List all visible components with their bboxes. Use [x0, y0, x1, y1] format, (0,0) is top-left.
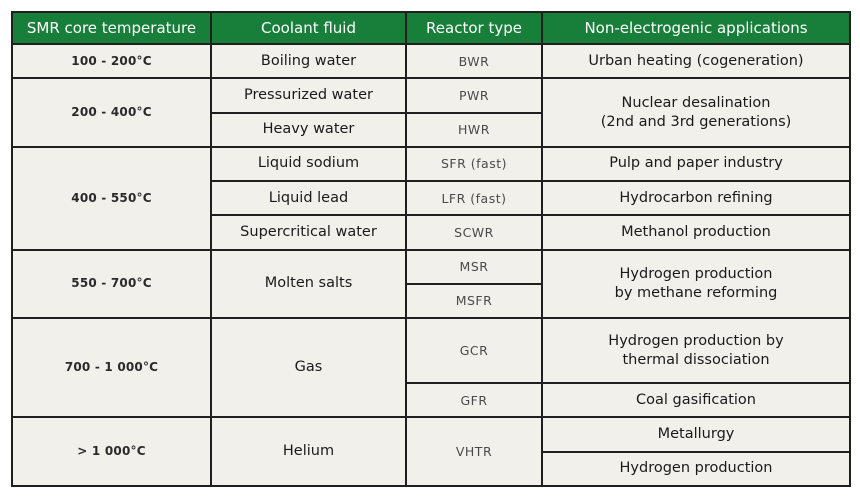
reactor-type-cell: LFR (fast): [406, 181, 542, 215]
coolant-cell: Boiling water: [211, 44, 406, 78]
application-cell: Metallurgy: [542, 417, 850, 451]
table-header: [12, 12, 850, 44]
temperature-cell: 700 - 1 000°C: [12, 318, 211, 417]
application-cell: Urban heating (cogeneration): [542, 44, 850, 78]
application-line: thermal dissociation: [622, 351, 770, 368]
reactor-type-cell: HWR: [406, 113, 542, 147]
table-row: [12, 250, 850, 284]
coolant-cell: Supercritical water: [211, 215, 406, 249]
application-cell: [542, 250, 850, 319]
application-cell: Coal gasification: [542, 383, 850, 417]
coolant-cell: Liquid lead: [211, 181, 406, 215]
application-cell: [542, 318, 850, 383]
reactor-type-cell: BWR: [406, 44, 542, 78]
table-row: [12, 78, 850, 112]
application-cell: Hydrogen production: [542, 452, 850, 486]
reactor-type-cell: GFR: [406, 383, 542, 417]
table-row: [12, 318, 850, 383]
reactor-type-cell: MSR: [406, 250, 542, 284]
smr-applications-table: [11, 11, 851, 487]
reactor-type-cell: MSFR: [406, 284, 542, 318]
header-row: [12, 12, 850, 44]
table-row: [12, 44, 850, 78]
header-applications: Non-electrogenic applications: [542, 12, 850, 44]
application-cell: Hydrocarbon refining: [542, 181, 850, 215]
application-cell: Pulp and paper industry: [542, 147, 850, 181]
reactor-type-cell: VHTR: [406, 417, 542, 486]
temperature-cell: 100 - 200°C: [12, 44, 211, 78]
application-line: Nuclear desalination: [621, 94, 771, 111]
application-line: by methane reforming: [614, 284, 778, 301]
application-line: (2nd and 3rd generations): [600, 113, 792, 130]
header-coolant: Coolant fluid: [211, 12, 406, 44]
temperature-cell: 200 - 400°C: [12, 78, 211, 147]
table-body: [12, 44, 850, 486]
application-line: Hydrogen production: [619, 265, 773, 282]
header-temperature: SMR core temperature: [12, 12, 211, 44]
coolant-cell: Molten salts: [211, 250, 406, 319]
temperature-cell: 550 - 700°C: [12, 250, 211, 319]
application-line: Hydrogen production by: [608, 332, 784, 349]
reactor-type-cell: SFR (fast): [406, 147, 542, 181]
temperature-cell: > 1 000°C: [12, 417, 211, 486]
coolant-cell: Helium: [211, 417, 406, 486]
header-reactor-type: Reactor type: [406, 12, 542, 44]
coolant-cell: Pressurized water: [211, 78, 406, 112]
table-row: [12, 417, 850, 451]
reactor-type-cell: GCR: [406, 318, 542, 383]
reactor-type-cell: PWR: [406, 78, 542, 112]
coolant-cell: Liquid sodium: [211, 147, 406, 181]
application-cell: Methanol production: [542, 215, 850, 249]
application-cell: [542, 78, 850, 147]
table-row: [12, 147, 850, 181]
reactor-type-cell: SCWR: [406, 215, 542, 249]
coolant-cell: Gas: [211, 318, 406, 417]
coolant-cell: Heavy water: [211, 113, 406, 147]
temperature-cell: 400 - 550°C: [12, 147, 211, 250]
